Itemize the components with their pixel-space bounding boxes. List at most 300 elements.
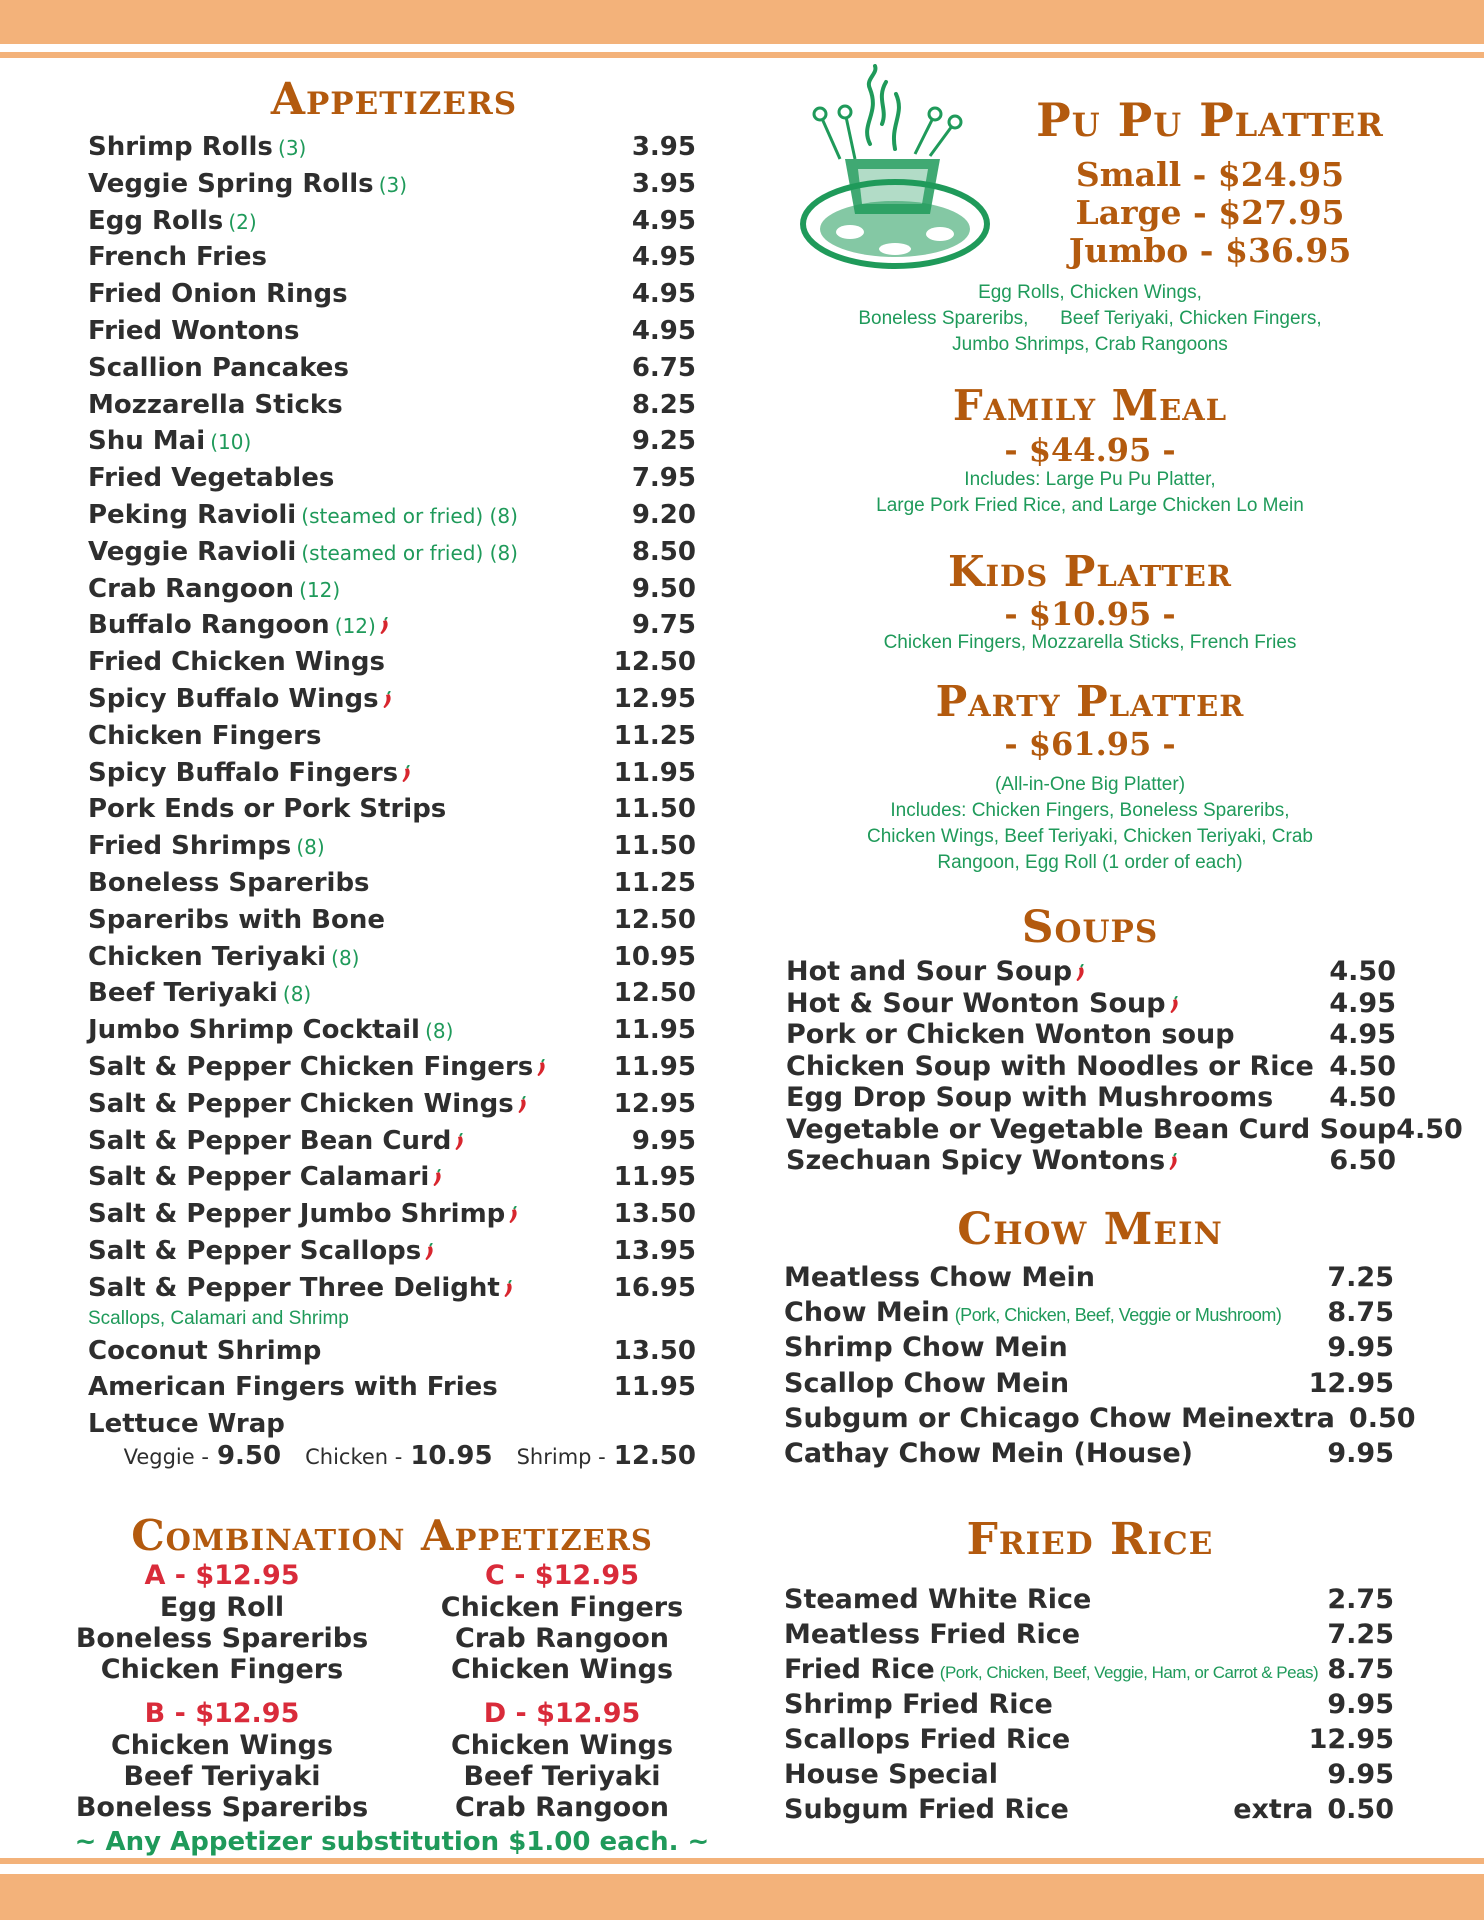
menu-item	[88, 1089, 696, 1119]
item-name: Buffalo Rangoon	[88, 610, 330, 641]
item-name: American Fingers with Fries	[88, 1372, 498, 1403]
item-price: 10.95	[613, 941, 696, 972]
item-left	[88, 537, 518, 567]
item-left	[88, 610, 390, 640]
item-name: Salt & Pepper Bean Curd	[88, 1125, 452, 1156]
chili-pepper-icon	[1075, 964, 1086, 982]
lettuce-option-price: 10.95	[410, 1441, 493, 1472]
family-meal-price: - $44.95 -	[1004, 431, 1176, 469]
item-right	[632, 610, 696, 640]
item-name: Vegetable or Vegetable Bean Curd Soup	[786, 1113, 1397, 1145]
item-price: 4.95	[631, 316, 696, 346]
item-price: 8.25	[631, 389, 696, 420]
menu-item	[88, 978, 696, 1008]
item-price: 6.75	[631, 352, 696, 383]
party-desc-line: Includes: Chicken Fingers, Boneless Spareribs,	[890, 800, 1290, 821]
item-name: Fried Vegetables	[88, 463, 335, 494]
item-price: 12.95	[613, 1088, 696, 1119]
pupu-size-price: Jumbo - $36.95	[1068, 231, 1352, 270]
item-right	[614, 1273, 696, 1303]
item-name: Spicy Buffalo Wings	[88, 684, 379, 714]
menu-item	[88, 1015, 696, 1045]
party-platter-price: - $61.95 -	[1004, 725, 1176, 763]
soups-list	[786, 956, 1463, 1176]
item-price: 11.95	[613, 1015, 696, 1046]
item-note: (steamed or fried) (8)	[301, 540, 518, 565]
menu-item	[88, 684, 696, 714]
item-right	[1327, 1438, 1394, 1469]
item-left	[784, 1759, 998, 1790]
pupu-size-price: Large - $27.95	[1075, 193, 1345, 232]
appetizers-title: Appetizers	[270, 74, 518, 125]
item-right	[632, 132, 696, 162]
item-name: Pork Ends or Pork Strips	[88, 794, 447, 825]
fried-rice-title: Fried Rice	[966, 1514, 1214, 1565]
item-right	[1327, 1262, 1394, 1293]
menu-item	[784, 1619, 1394, 1650]
item-left	[88, 1089, 528, 1119]
item-price: 0.50	[1348, 1402, 1416, 1434]
appetizers-list	[88, 132, 696, 1472]
item-price: 9.95	[631, 1125, 696, 1156]
item-price: 4.95	[631, 205, 696, 236]
item-price: 11.25	[613, 720, 696, 751]
item-note: (8)	[282, 982, 312, 1007]
item-price: 8.75	[1327, 1297, 1394, 1329]
item-right	[632, 242, 696, 272]
item-left	[88, 390, 343, 420]
menu-item	[784, 1332, 1394, 1363]
item-left	[88, 206, 257, 236]
item-price: 4.50	[1329, 956, 1396, 987]
item-right	[1329, 988, 1396, 1019]
party-desc-line: Rangoon, Egg Roll (1 order of each)	[937, 852, 1243, 873]
item-right	[1327, 1297, 1394, 1328]
lettuce-option-price: 9.50	[216, 1441, 282, 1472]
item-left	[784, 1368, 1069, 1399]
item-price: 4.95	[631, 242, 696, 273]
item-note: (steamed or fried) (8)	[301, 504, 518, 528]
item-right	[632, 426, 696, 456]
item-name: Egg Drop Soup with Mushrooms	[786, 1082, 1274, 1113]
pupu-size-price: Small - $24.95	[1075, 155, 1345, 194]
chow-mein-title: Chow Mein	[957, 1204, 1223, 1255]
combo-item: Chicken Wings	[450, 1730, 674, 1761]
kids-platter-price: - $10.95 -	[1004, 595, 1176, 633]
menu-item	[786, 1082, 1396, 1113]
kids-platter-title: Kids Platter	[947, 547, 1232, 596]
lettuce-option-price: 12.50	[613, 1441, 696, 1472]
lettuce-wrap-name: Lettuce Wrap	[88, 1409, 285, 1440]
item-note: (12)	[334, 614, 376, 639]
menu-item	[88, 1372, 696, 1402]
item-left	[784, 1689, 1053, 1720]
item-name: Fried Onion Rings	[88, 279, 348, 310]
menu-item	[88, 426, 696, 456]
item-price: 2.75	[1327, 1584, 1394, 1615]
chili-pepper-icon	[454, 1133, 465, 1151]
item-name: Salt & Pepper Chicken Wings	[88, 1088, 514, 1119]
menu-item	[786, 1145, 1396, 1176]
item-price: 12.50	[613, 978, 696, 1009]
menu-item	[784, 1368, 1394, 1399]
combo-item: Beef Teriyaki	[463, 1761, 661, 1792]
item-left	[88, 1052, 547, 1082]
substitution-note: ~ Any Appetizer substitution $1.00 each. ~	[74, 1827, 710, 1857]
combo-item: Chicken Fingers	[440, 1592, 684, 1623]
item-right	[614, 684, 696, 714]
item-right	[614, 1089, 696, 1119]
item-left	[88, 242, 267, 272]
item-price: 4.95	[1329, 1019, 1396, 1050]
item-left	[784, 1619, 1080, 1650]
item-name: Cathay Chow Mein (House)	[784, 1438, 1193, 1469]
item-right	[632, 316, 696, 346]
item-right	[1309, 1368, 1394, 1399]
top-rule	[0, 52, 1484, 58]
menu-item	[88, 758, 696, 788]
item-right	[614, 721, 696, 751]
item-left	[88, 316, 300, 346]
item-right	[1327, 1619, 1394, 1650]
item-price: 4.95	[1329, 987, 1396, 1019]
item-left	[88, 1162, 443, 1192]
kids-desc-line: Chicken Fingers, Mozzarella Sticks, French Fries	[883, 632, 1297, 653]
item-left	[88, 132, 306, 162]
item-name: Salt & Pepper Scallops	[88, 1236, 422, 1266]
lettuce-wrap-options	[88, 1441, 696, 1471]
item-left	[784, 1584, 1091, 1615]
item-left	[88, 831, 325, 861]
item-note: (8)	[331, 945, 360, 970]
item-right	[632, 206, 696, 236]
item-right	[614, 1336, 696, 1366]
item-right	[632, 574, 696, 604]
item-left	[88, 353, 349, 383]
item-left	[784, 1332, 1068, 1363]
item-price: 13.50	[613, 1199, 696, 1230]
item-name: Shrimp Rolls	[88, 132, 273, 162]
item-left	[786, 1114, 1396, 1145]
item-name: Chow Mein	[784, 1297, 950, 1329]
chili-pepper-icon	[379, 617, 390, 635]
family-desc-line: Includes: Large Pu Pu Platter,	[964, 469, 1216, 490]
menu-item	[88, 390, 696, 420]
three-delight-note: Scallops, Calamari and Shrimp	[88, 1307, 349, 1329]
menu-item	[88, 721, 696, 751]
item-name: Steamed White Rice	[784, 1584, 1092, 1615]
item-name: Shrimp Chow Mein	[784, 1332, 1068, 1364]
item-right	[1327, 1759, 1394, 1790]
item-name: Mozzarella Sticks	[88, 389, 343, 420]
item-price: 9.95	[1327, 1332, 1394, 1364]
item-name: House Special	[784, 1759, 998, 1790]
item-price: 12.95	[613, 684, 696, 714]
menu-item	[784, 1724, 1394, 1755]
item-right	[614, 647, 696, 677]
pupu-title: Pu Pu Platter	[1036, 93, 1384, 147]
item-name: Shu Mai	[88, 426, 206, 457]
menu-item	[88, 353, 696, 383]
item-right	[614, 794, 696, 824]
item-name: Fried Wontons	[88, 316, 300, 346]
chili-pepper-icon	[508, 1206, 519, 1224]
item-right	[1329, 1019, 1396, 1050]
chili-pepper-icon	[517, 1096, 528, 1114]
item-left	[88, 574, 340, 604]
item-left	[784, 1297, 1281, 1328]
item-price: 12.50	[613, 647, 696, 678]
item-right	[1327, 1584, 1394, 1615]
item-price: 9.75	[631, 610, 696, 641]
combo-item: Beef Teriyaki	[123, 1761, 321, 1792]
item-name: Chicken Fingers	[88, 720, 322, 751]
item-price: 0.50	[1327, 1794, 1394, 1825]
combination-title: Combination Appetizers	[131, 1511, 653, 1560]
item-price: 7.25	[1327, 1262, 1394, 1293]
menu-item	[784, 1438, 1394, 1469]
item-price: 13.95	[613, 1236, 696, 1266]
item-left	[88, 758, 412, 788]
extra-label: extra	[1233, 1794, 1314, 1825]
item-price: 11.25	[613, 868, 696, 898]
item-right	[1233, 1794, 1394, 1825]
item-right	[1329, 956, 1396, 987]
menu-item	[88, 1162, 696, 1192]
item-price: 11.50	[613, 794, 696, 825]
item-left	[88, 500, 518, 530]
item-left	[88, 1199, 519, 1229]
soups-title: Soups	[1021, 902, 1159, 953]
family-desc-line: Large Pork Fried Rice, and Large Chicken Lo Mein	[876, 495, 1304, 516]
party-platter-title: Party Platter	[935, 677, 1245, 726]
menu-item	[88, 1126, 696, 1156]
item-price: 3.95	[631, 132, 696, 162]
item-left	[786, 1019, 1235, 1050]
item-right	[614, 1199, 696, 1229]
menu-item	[784, 1402, 1416, 1434]
party-desc-line: (All-in-One Big Platter)	[994, 774, 1186, 795]
combo-item: Crab Rangoon	[455, 1623, 669, 1654]
menu-item	[784, 1262, 1394, 1293]
family-meal-title: Family Meal	[952, 381, 1228, 430]
chili-pepper-icon	[401, 765, 412, 783]
item-left	[88, 1236, 435, 1266]
combo-header: D - $12.95	[483, 1698, 641, 1729]
item-left	[784, 1403, 1255, 1434]
item-left	[784, 1262, 1095, 1293]
item-price: 12.95	[1308, 1724, 1394, 1755]
item-name: Shrimp Fried Rice	[784, 1689, 1053, 1720]
item-right	[632, 390, 696, 420]
item-price: 12.50	[613, 904, 696, 935]
item-right	[614, 942, 696, 972]
item-right	[614, 831, 696, 861]
chow-mein-list	[784, 1262, 1416, 1472]
item-name: Coconut Shrimp	[88, 1335, 322, 1366]
item-note: (10)	[210, 430, 252, 455]
menu-item	[88, 316, 696, 346]
item-right	[1327, 1332, 1394, 1363]
chili-pepper-icon	[382, 691, 393, 709]
menu-item	[786, 1113, 1463, 1145]
item-right	[632, 500, 696, 530]
menu-item	[784, 1584, 1394, 1615]
item-right	[1309, 1724, 1394, 1755]
menu-item	[784, 1689, 1394, 1720]
extra-label: extra	[1254, 1402, 1335, 1434]
item-price: 7.95	[631, 463, 696, 494]
item-name: Spicy Buffalo Fingers	[88, 757, 399, 788]
item-right	[1327, 1689, 1394, 1720]
item-right	[614, 1162, 696, 1192]
pupu-desc-line: Egg Rolls, Chicken Wings,	[978, 282, 1202, 303]
menu-item	[88, 1199, 696, 1229]
chili-pepper-icon	[432, 1169, 443, 1187]
item-name: Pork or Chicken Wonton soup	[786, 1019, 1235, 1050]
menu-item	[88, 794, 696, 824]
item-left	[88, 684, 393, 714]
item-name: Fried Shrimps	[88, 831, 292, 862]
menu-item	[88, 169, 696, 199]
combo-item: Chicken Wings	[110, 1730, 334, 1761]
combo-header: C - $12.95	[484, 1560, 639, 1591]
item-name: Salt & Pepper Jumbo Shrimp	[88, 1199, 506, 1230]
item-name: French Fries	[88, 242, 267, 273]
item-left	[88, 169, 407, 199]
item-price: 11.95	[613, 1052, 696, 1082]
combo-item: Boneless Spareribs	[75, 1623, 369, 1654]
lettuce-option-label: Veggie -	[123, 1445, 209, 1470]
menu-item	[88, 868, 696, 898]
menu-item	[784, 1759, 1394, 1790]
item-name: Hot and Sour Soup	[786, 956, 1073, 987]
item-name: Boneless Spareribs	[88, 868, 370, 898]
item-price: 9.95	[1327, 1759, 1394, 1790]
lettuce-option-label: Shrimp -	[516, 1445, 606, 1470]
item-right	[1327, 1654, 1394, 1685]
item-left	[88, 905, 385, 935]
item-right	[632, 279, 696, 309]
item-right	[614, 978, 696, 1008]
item-name: Subgum or Chicago Chow Mein	[784, 1402, 1255, 1434]
menu-item	[88, 942, 696, 972]
combo-item: Boneless Spareribs	[75, 1792, 369, 1823]
item-price: 8.75	[1327, 1654, 1394, 1685]
item-left	[88, 942, 360, 972]
item-name: Fried Chicken Wings	[88, 647, 386, 678]
item-right	[1396, 1114, 1463, 1145]
menu-item	[88, 463, 696, 493]
item-left	[786, 1082, 1273, 1113]
bottom-rule	[0, 1858, 1484, 1864]
menu-item	[784, 1794, 1394, 1825]
combo-c	[412, 1560, 712, 1685]
item-price: 11.95	[613, 1162, 696, 1193]
item-right	[614, 1372, 696, 1402]
item-name: Hot & Sour Wonton Soup	[786, 987, 1166, 1019]
combo-header: B - $12.95	[144, 1698, 300, 1729]
item-right	[632, 169, 696, 199]
menu-item	[784, 1297, 1394, 1328]
item-left	[786, 1145, 1179, 1176]
item-right	[632, 537, 696, 567]
item-left	[88, 1015, 453, 1045]
menu-item	[88, 610, 696, 640]
item-price: 4.50	[1329, 1082, 1396, 1113]
item-price: 9.50	[631, 573, 696, 604]
item-left	[784, 1724, 1070, 1755]
item-note: (12)	[299, 577, 341, 602]
item-note: (8)	[296, 835, 325, 860]
item-name: Crab Rangoon	[88, 573, 295, 604]
item-name: Meatless Fried Rice	[784, 1619, 1081, 1650]
item-name: Meatless Chow Mein	[784, 1262, 1096, 1293]
item-price: 6.50	[1329, 1145, 1396, 1176]
item-price: 11.50	[613, 831, 696, 862]
menu-item	[88, 206, 696, 236]
item-left	[88, 794, 446, 824]
item-name: Beef Teriyaki	[88, 978, 278, 1009]
item-name: Veggie Ravioli	[88, 536, 297, 567]
pupu-desc-line: Jumbo Shrimps, Crab Rangoons	[952, 334, 1228, 355]
menu-item	[786, 956, 1396, 987]
item-right	[1329, 1051, 1396, 1082]
item-price: 8.50	[631, 536, 696, 567]
item-price: 4.95	[631, 279, 696, 310]
item-right	[614, 1015, 696, 1045]
lettuce-option-label: Chicken -	[305, 1445, 403, 1470]
item-right	[632, 463, 696, 493]
item-left	[88, 647, 385, 677]
party-desc-line: Chicken Wings, Beef Teriyaki, Chicken Teriyaki, Crab	[867, 826, 1313, 847]
item-left	[784, 1654, 1318, 1685]
item-left	[88, 1372, 498, 1402]
item-name: Szechuan Spicy Wontons	[786, 1145, 1166, 1176]
combo-d	[412, 1698, 712, 1823]
item-name: Salt & Pepper Calamari	[88, 1162, 430, 1193]
item-note: (Pork, Chicken, Beef, Veggie or Mushroom)	[954, 1305, 1282, 1326]
item-left	[786, 988, 1180, 1019]
item-name: Egg Rolls	[88, 205, 224, 236]
item-note: (2)	[228, 209, 257, 234]
item-price: 9.20	[631, 500, 696, 530]
bottom-band	[0, 1874, 1484, 1920]
item-right	[1329, 1145, 1396, 1176]
top-band	[0, 0, 1484, 44]
item-price: 16.95	[613, 1272, 696, 1303]
item-name: Chicken Soup with Noodles or Rice	[786, 1050, 1314, 1082]
combo-a	[72, 1560, 372, 1685]
item-name: Scallops Fried Rice	[784, 1724, 1071, 1755]
menu-item	[88, 132, 696, 162]
item-right	[632, 1126, 696, 1156]
item-price: 12.95	[1308, 1367, 1394, 1399]
item-left	[88, 426, 251, 456]
chili-pepper-icon	[1168, 1153, 1179, 1171]
item-price: 9.95	[1327, 1438, 1394, 1469]
item-price: 4.50	[1396, 1113, 1463, 1145]
item-left	[88, 463, 334, 493]
fried-rice-list	[784, 1584, 1394, 1824]
item-name: Scallop Chow Mein	[784, 1367, 1070, 1399]
item-price: 7.25	[1327, 1619, 1394, 1650]
menu-item	[786, 1051, 1396, 1082]
menu-item	[784, 1654, 1394, 1685]
item-name: Spareribs with Bone	[88, 904, 385, 935]
item-name: Subgum Fried Rice	[784, 1794, 1069, 1825]
menu-item	[786, 988, 1396, 1019]
